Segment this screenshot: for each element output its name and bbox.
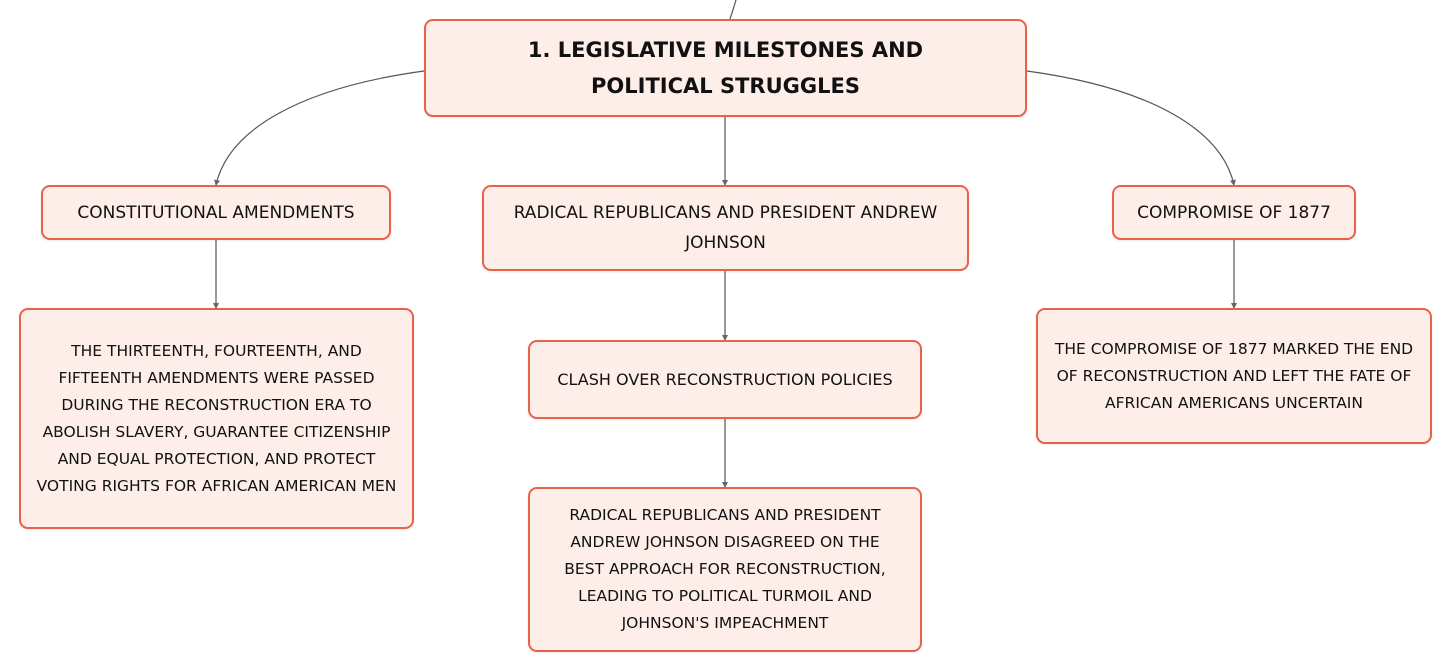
connector-root-to-amendments <box>216 71 424 185</box>
branch-label-constitutional-amendments: CONSTITUTIONAL AMENDMENTS <box>77 202 355 223</box>
root-topic-node[interactable] <box>424 19 1027 117</box>
subtopic-label-clash-over-policies: CLASH OVER RECONSTRUCTION POLICIES <box>557 369 893 389</box>
branch-label-compromise-of-1877: COMPROMISE OF 1877 <box>1137 202 1331 223</box>
subtopic-node-clash-over-policies[interactable] <box>528 340 922 419</box>
branch-node-compromise-of-1877[interactable] <box>1112 185 1356 240</box>
detail-label-compromise: THE COMPROMISE OF 1877 MARKED THE END OF RECONSTRUCTION AND LEFT THE FATE OF AFRICAN AMERICANS UNCERTAIN <box>1054 339 1414 412</box>
detail-node-amendments[interactable] <box>19 308 414 529</box>
branch-node-constitutional-amendments[interactable] <box>41 185 391 240</box>
branch-node-radical-republicans[interactable] <box>482 185 969 271</box>
branch-label-radical-republicans: RADICAL REPUBLICANS AND PRESIDENT ANDREW JOHNSON <box>513 203 938 253</box>
connector-incoming-root <box>730 0 736 19</box>
detail-node-clash[interactable] <box>528 487 922 652</box>
detail-label-amendments: THE THIRTEENTH, FOURTEENTH, AND FIFTEENTH AMENDMENTS WERE PASSED DURING THE RECONSTRUCTION ERA TO ABOLISH SLAVERY, GUARANTEE CITIZENSHIP AND EQUAL PROTECTION, AND PROTECT VOTING RIGHTS FOR AFRICAN AMERICAN MEN <box>36 341 397 495</box>
root-topic-label: 1. LEGISLATIVE MILESTONES AND POLITICAL STRUGGLES <box>527 38 924 98</box>
detail-label-clash: RADICAL REPUBLICANS AND PRESIDENT ANDREW JOHNSON DISAGREED ON THE BEST APPROACH FOR RECONSTRUCTION, LEADING TO POLITICAL TURMOIL AND JOHNSON'S IMPEACHMENT <box>564 506 886 632</box>
connector-root-to-compromise <box>1027 71 1234 185</box>
detail-node-compromise[interactable] <box>1036 308 1432 444</box>
